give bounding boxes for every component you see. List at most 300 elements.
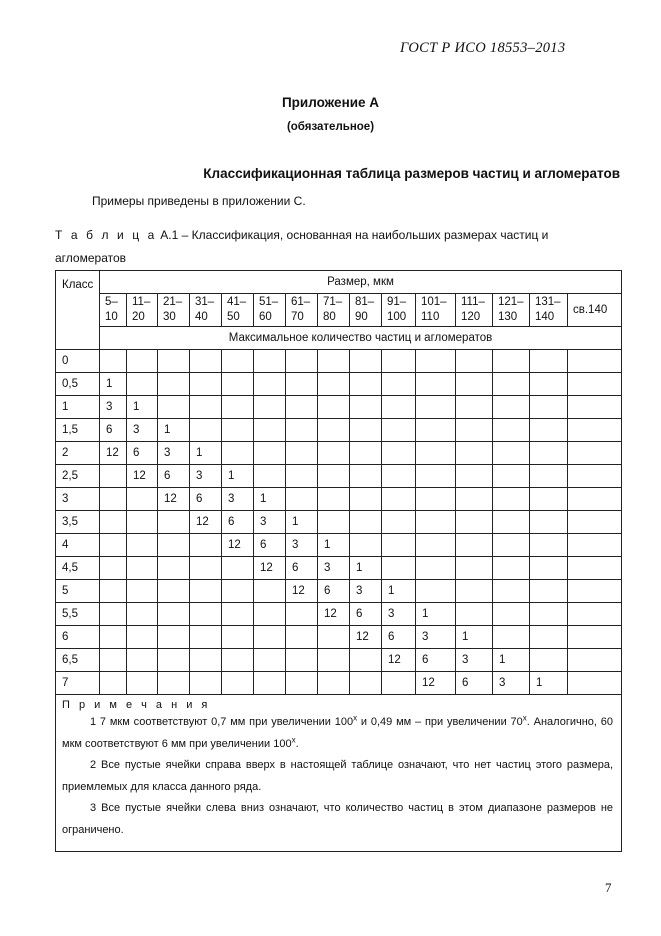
size-range-header	[158, 294, 190, 327]
table-row	[56, 603, 622, 626]
class-cell: 5,5	[56, 603, 100, 626]
count-cell	[382, 350, 416, 373]
count-cell	[254, 396, 286, 419]
count-cell	[190, 649, 222, 672]
count-cell	[456, 419, 493, 442]
size-range-to: 40	[195, 311, 208, 323]
count-cell	[318, 465, 350, 488]
count-cell	[254, 672, 286, 695]
count-cell	[222, 373, 254, 396]
section-title: Классификационная таблица размеров частиц и агломератов	[203, 166, 620, 181]
classification-table	[55, 270, 622, 852]
count-cell	[318, 419, 350, 442]
count-cell: 1	[222, 465, 254, 488]
count-cell	[416, 373, 456, 396]
count-cell	[254, 350, 286, 373]
count-cell	[456, 442, 493, 465]
count-cell	[416, 534, 456, 557]
count-cell	[456, 396, 493, 419]
count-cell	[493, 557, 530, 580]
size-range-header	[190, 294, 222, 327]
count-cell	[158, 626, 190, 649]
table-caption-prefix: Т а б л и ц а	[55, 228, 157, 242]
count-cell	[530, 350, 568, 373]
class-cell: 2	[56, 442, 100, 465]
count-cell: 3	[350, 580, 382, 603]
count-cell: 3	[493, 672, 530, 695]
count-cell	[416, 396, 456, 419]
count-cell	[382, 465, 416, 488]
table-row	[56, 442, 622, 465]
count-cell	[100, 511, 127, 534]
class-cell: 3	[56, 488, 100, 511]
count-cell	[568, 626, 622, 649]
count-cell	[350, 419, 382, 442]
size-range-from: 11–	[132, 296, 151, 308]
count-cell	[127, 603, 158, 626]
size-range-to: 130	[498, 311, 518, 323]
count-cell	[100, 580, 127, 603]
note-3: 3 Все пустые ячейки слева вниз означают, что количество частиц в этом диапазоне размеров не ограничено.	[62, 802, 614, 836]
count-cell	[190, 672, 222, 695]
count-cell: 6	[350, 603, 382, 626]
class-cell: 0	[56, 350, 100, 373]
count-cell	[456, 373, 493, 396]
size-range-to: 80	[323, 311, 336, 323]
size-range-from: св.140	[573, 303, 608, 316]
count-cell	[286, 649, 318, 672]
class-cell: 4,5	[56, 557, 100, 580]
count-cell	[530, 557, 568, 580]
count-cell	[158, 396, 190, 419]
count-cell: 6	[158, 465, 190, 488]
size-range-from: 81–	[355, 296, 375, 308]
count-cell	[350, 442, 382, 465]
count-cell: 1	[190, 442, 222, 465]
count-cell	[530, 511, 568, 534]
count-cell	[190, 580, 222, 603]
count-cell	[222, 672, 254, 695]
count-cell	[127, 649, 158, 672]
table-caption-number: А.1	[160, 228, 179, 242]
count-cell: 6	[456, 672, 493, 695]
size-range-header	[254, 294, 286, 327]
count-cell	[222, 350, 254, 373]
table-row	[56, 511, 622, 534]
count-cell: 3	[100, 396, 127, 419]
count-cell	[190, 419, 222, 442]
count-cell	[222, 649, 254, 672]
count-cell	[127, 511, 158, 534]
count-cell	[222, 419, 254, 442]
count-cell	[127, 488, 158, 511]
count-cell: 6	[286, 557, 318, 580]
count-cell	[350, 649, 382, 672]
count-cell	[530, 373, 568, 396]
count-cell	[568, 603, 622, 626]
count-cell	[100, 649, 127, 672]
notes-row	[56, 695, 622, 852]
count-cell: 1	[382, 580, 416, 603]
count-cell	[382, 419, 416, 442]
notes-cell	[56, 695, 622, 852]
count-cell	[382, 511, 416, 534]
size-range-from: 71–	[323, 296, 343, 308]
count-cell	[286, 465, 318, 488]
size-header: Размер, мкм	[100, 271, 622, 294]
count-cell	[158, 534, 190, 557]
class-cell: 0,5	[56, 373, 100, 396]
note-1-part-b: и 0,49 мм – при увеличении 70	[357, 716, 523, 728]
count-cell	[127, 534, 158, 557]
count-cell: 3	[286, 534, 318, 557]
table-row	[56, 534, 622, 557]
count-cell	[158, 373, 190, 396]
count-cell: 3	[190, 465, 222, 488]
count-cell	[568, 488, 622, 511]
count-cell	[254, 373, 286, 396]
count-cell	[254, 419, 286, 442]
count-cell	[456, 603, 493, 626]
size-range-header	[382, 294, 416, 327]
count-cell	[350, 396, 382, 419]
count-cell	[568, 534, 622, 557]
max-header-row	[56, 327, 622, 350]
document-code: ГОСТ Р ИСО 18553–2013	[400, 40, 566, 56]
table-row	[56, 488, 622, 511]
count-cell: 1	[350, 557, 382, 580]
count-cell	[222, 580, 254, 603]
count-cell	[318, 442, 350, 465]
count-cell: 12	[382, 649, 416, 672]
note-1-sup-3: x	[291, 734, 296, 744]
count-cell	[222, 442, 254, 465]
count-cell	[350, 511, 382, 534]
count-cell	[190, 373, 222, 396]
notes-title: П р и м е ч а н и я	[62, 699, 211, 711]
range-row	[56, 294, 622, 327]
count-cell	[530, 442, 568, 465]
count-cell	[493, 488, 530, 511]
count-cell: 6	[416, 649, 456, 672]
count-cell	[158, 580, 190, 603]
count-cell: 3	[222, 488, 254, 511]
count-cell	[493, 373, 530, 396]
count-cell	[286, 442, 318, 465]
count-cell	[190, 626, 222, 649]
count-cell	[456, 557, 493, 580]
count-cell: 6	[318, 580, 350, 603]
count-cell	[568, 419, 622, 442]
count-cell	[350, 534, 382, 557]
count-cell	[350, 465, 382, 488]
count-cell	[286, 350, 318, 373]
count-cell	[158, 649, 190, 672]
count-cell	[493, 534, 530, 557]
count-cell	[568, 442, 622, 465]
count-cell: 3	[382, 603, 416, 626]
size-range-to: 20	[132, 311, 145, 323]
count-cell	[318, 350, 350, 373]
count-cell	[416, 442, 456, 465]
note-1-part-d: .	[295, 737, 299, 750]
count-cell: 12	[190, 511, 222, 534]
count-cell	[286, 672, 318, 695]
note-1-sup-2: x	[522, 713, 527, 723]
count-cell: 1	[318, 534, 350, 557]
examples-note: Примеры приведены в приложении С.	[92, 194, 306, 208]
count-cell: 6	[127, 442, 158, 465]
count-cell: 12	[254, 557, 286, 580]
count-cell	[382, 534, 416, 557]
count-cell	[100, 488, 127, 511]
size-range-from: 61–	[291, 296, 311, 308]
count-cell	[318, 488, 350, 511]
count-cell	[158, 672, 190, 695]
class-cell: 4	[56, 534, 100, 557]
size-range-from: 5–	[105, 296, 118, 308]
count-cell: 6	[382, 626, 416, 649]
count-cell	[416, 557, 456, 580]
count-cell	[318, 511, 350, 534]
size-range-header	[416, 294, 456, 327]
count-cell	[254, 649, 286, 672]
count-cell	[318, 649, 350, 672]
count-cell	[568, 649, 622, 672]
table-row	[56, 465, 622, 488]
count-cell: 12	[222, 534, 254, 557]
count-cell	[416, 511, 456, 534]
count-cell: 1	[100, 373, 127, 396]
count-cell	[568, 511, 622, 534]
count-cell	[493, 580, 530, 603]
size-range-header	[100, 294, 127, 327]
count-cell: 1	[493, 649, 530, 672]
class-cell: 6,5	[56, 649, 100, 672]
count-cell: 12	[127, 465, 158, 488]
count-cell	[100, 465, 127, 488]
count-cell	[456, 488, 493, 511]
count-cell	[100, 557, 127, 580]
count-cell	[286, 396, 318, 419]
size-range-to: 140	[535, 311, 555, 323]
count-cell: 3	[158, 442, 190, 465]
count-cell: 3	[127, 419, 158, 442]
count-cell	[318, 672, 350, 695]
table-caption-text: – Классификация, основанная на наибольших размерах частиц и агломератов	[55, 228, 549, 265]
count-cell	[530, 488, 568, 511]
count-cell	[456, 580, 493, 603]
count-cell	[568, 557, 622, 580]
count-cell	[568, 465, 622, 488]
count-cell: 1	[158, 419, 190, 442]
count-cell	[493, 442, 530, 465]
count-cell	[382, 442, 416, 465]
size-range-to: 120	[461, 311, 481, 323]
count-cell: 3	[254, 511, 286, 534]
table-row	[56, 649, 622, 672]
note-1-sup-1: x	[353, 713, 358, 723]
count-cell	[190, 350, 222, 373]
size-range-from: 101–	[421, 296, 447, 308]
count-cell	[568, 580, 622, 603]
count-cell	[493, 350, 530, 373]
count-cell	[568, 396, 622, 419]
count-cell	[493, 626, 530, 649]
size-range-header	[568, 294, 622, 327]
count-cell	[100, 672, 127, 695]
count-cell	[416, 488, 456, 511]
size-range-header	[286, 294, 318, 327]
count-cell	[222, 626, 254, 649]
count-cell	[222, 396, 254, 419]
size-range-to: 60	[259, 311, 272, 323]
count-cell	[568, 672, 622, 695]
count-cell	[416, 465, 456, 488]
count-cell	[100, 350, 127, 373]
table-caption	[55, 224, 615, 270]
size-range-to: 10	[105, 311, 118, 323]
count-cell	[568, 373, 622, 396]
appendix-subtitle: (обязательное)	[286, 121, 375, 133]
count-cell	[416, 419, 456, 442]
count-cell	[286, 373, 318, 396]
count-cell: 1	[127, 396, 158, 419]
note-1-part-c: . Аналогично, 60 мкм соответствуют 6 мм при увеличении 100	[62, 716, 614, 750]
count-cell	[158, 511, 190, 534]
size-range-header	[350, 294, 382, 327]
count-cell: 6	[222, 511, 254, 534]
count-cell	[254, 580, 286, 603]
count-cell: 3	[318, 557, 350, 580]
size-range-from: 131–	[535, 296, 561, 308]
table-row	[56, 672, 622, 695]
count-cell	[493, 396, 530, 419]
size-range-header	[222, 294, 254, 327]
count-cell	[350, 350, 382, 373]
count-cell	[568, 350, 622, 373]
class-cell: 7	[56, 672, 100, 695]
count-cell: 12	[318, 603, 350, 626]
class-cell: 1,5	[56, 419, 100, 442]
count-cell	[530, 534, 568, 557]
count-cell	[530, 580, 568, 603]
class-cell: 3,5	[56, 511, 100, 534]
count-cell	[530, 419, 568, 442]
max-count-header: Максимальное количество частиц и агломератов	[100, 327, 622, 350]
count-cell	[254, 465, 286, 488]
count-cell	[127, 557, 158, 580]
count-cell: 1	[286, 511, 318, 534]
count-cell: 1	[416, 603, 456, 626]
size-range-to: 70	[291, 311, 304, 323]
count-cell	[222, 603, 254, 626]
count-cell	[416, 580, 456, 603]
table-row	[56, 396, 622, 419]
size-range-header	[127, 294, 158, 327]
count-cell	[158, 603, 190, 626]
size-range-from: 51–	[259, 296, 279, 308]
count-cell	[493, 511, 530, 534]
table-row	[56, 580, 622, 603]
count-cell	[190, 396, 222, 419]
count-cell	[286, 626, 318, 649]
count-cell	[530, 465, 568, 488]
count-cell	[318, 373, 350, 396]
count-cell	[190, 557, 222, 580]
count-cell	[350, 672, 382, 695]
count-cell	[456, 511, 493, 534]
count-cell	[254, 626, 286, 649]
count-cell	[493, 465, 530, 488]
size-range-header	[456, 294, 493, 327]
table-row	[56, 557, 622, 580]
table-row	[56, 350, 622, 373]
count-cell: 12	[416, 672, 456, 695]
size-range-header	[493, 294, 530, 327]
count-cell: 1	[254, 488, 286, 511]
size-range-from: 121–	[498, 296, 524, 308]
count-cell	[493, 603, 530, 626]
size-header-row	[56, 271, 622, 294]
size-range-to: 30	[163, 311, 176, 323]
size-range-header	[318, 294, 350, 327]
count-cell: 12	[286, 580, 318, 603]
count-cell	[382, 557, 416, 580]
count-cell	[190, 603, 222, 626]
note-2: 2 Все пустые ячейки справа вверх в настоящей таблице означают, что нет частиц этого размера, приемлемых для класса данного ряда.	[62, 759, 614, 793]
count-cell	[493, 419, 530, 442]
count-cell	[382, 396, 416, 419]
count-cell: 12	[100, 442, 127, 465]
count-cell: 6	[254, 534, 286, 557]
count-cell	[100, 534, 127, 557]
count-cell	[350, 373, 382, 396]
count-cell	[382, 672, 416, 695]
count-cell: 1	[530, 672, 568, 695]
count-cell: 3	[456, 649, 493, 672]
class-cell: 6	[56, 626, 100, 649]
count-cell: 3	[416, 626, 456, 649]
size-range-from: 111–	[461, 296, 485, 308]
count-cell: 6	[190, 488, 222, 511]
class-cell: 5	[56, 580, 100, 603]
count-cell	[456, 534, 493, 557]
count-cell	[350, 488, 382, 511]
count-cell	[127, 672, 158, 695]
size-range-from: 31–	[195, 296, 215, 308]
count-cell	[222, 557, 254, 580]
count-cell	[100, 603, 127, 626]
count-cell	[127, 580, 158, 603]
count-cell	[158, 557, 190, 580]
count-cell	[318, 396, 350, 419]
table-row	[56, 373, 622, 396]
count-cell	[190, 534, 222, 557]
count-cell	[456, 350, 493, 373]
count-cell	[318, 626, 350, 649]
class-header: Класс	[56, 271, 100, 350]
note-1	[62, 712, 613, 755]
size-range-to: 100	[387, 311, 407, 323]
count-cell	[456, 465, 493, 488]
appendix-title: Приложение А	[281, 95, 380, 110]
page-number: 7	[605, 880, 612, 895]
class-cell: 2,5	[56, 465, 100, 488]
size-range-header	[530, 294, 568, 327]
count-cell	[127, 373, 158, 396]
size-range-to: 110	[421, 311, 440, 323]
